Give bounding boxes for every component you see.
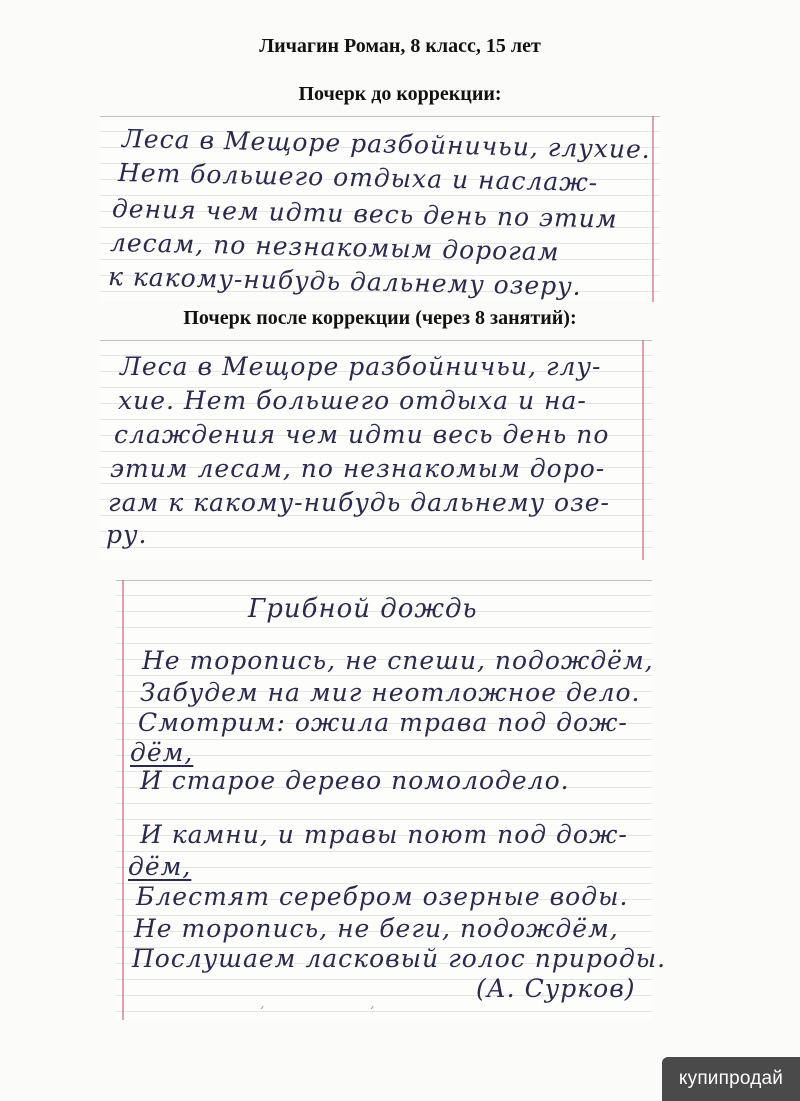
poem-line: Забудем на миг неотложное дело. [140,678,641,707]
poem-line: Не торопись, не беги, подождём, [134,914,619,943]
poem-line: И старое дерево помолодело. [140,766,570,795]
handwriting-line: хие. Нет большего отдыха и на- [118,386,587,415]
handwriting-line: Нет большего отдыха и наслаж- [117,158,599,198]
margin-line [652,116,654,302]
poem-sample [116,580,667,1020]
handwriting-line: Леса в Мещоре разбойничьи, глухие. [121,124,652,165]
before-correction-label: Почерк до коррекции: [298,83,502,105]
poem-line: Смотрим: ожила трава под дож- [138,708,628,737]
margin-line [642,340,644,560]
margin-line [122,580,124,1020]
handwriting-line: гам к какому-нибудь дальнему озе- [108,488,610,517]
watermark-badge [662,1057,800,1101]
handwriting-line: Леса в Мещоре разбойничьи, глу- [120,352,602,381]
after-correction-label: Почерк после коррекции (через 8 занятий): [183,307,577,329]
poem-line: Послушаем ласковый голос природы. [132,944,667,973]
poem-line: Не торопись, не спеши, подождём, [142,646,654,675]
poem-line: Блестят серебром озерные воды. [136,882,629,911]
handwriting-line: слаждения чем идти весь день по [114,420,610,449]
watermark-text: купипродай [678,1068,784,1089]
poem-author: (А. Сурков) [476,974,636,1003]
poem-title: Грибной дождь [248,594,478,624]
green-mark-icon: ˊ [258,1006,265,1022]
green-mark-icon: ˊ [368,1006,375,1022]
handwriting-line: к какому-нибудь дальнему озеру. [107,262,582,301]
handwriting-line: дения чем идти весь день по этим [111,194,618,234]
after-correction-sample [100,340,652,560]
poem-line: дём, [128,852,192,881]
poem-line: дём, [130,738,194,767]
before-correction-sample [100,116,660,302]
handwriting-line: ру. [106,520,148,549]
handwriting-line: лесам, по незнакомым дорогам [109,228,560,267]
page-title: Личагин Роман, 8 класс, 15 лет [259,35,541,57]
handwriting-line: этим лесам, по незнакомым доро- [110,454,606,483]
poem-line: И камни, и травы поют под дож- [140,820,628,849]
